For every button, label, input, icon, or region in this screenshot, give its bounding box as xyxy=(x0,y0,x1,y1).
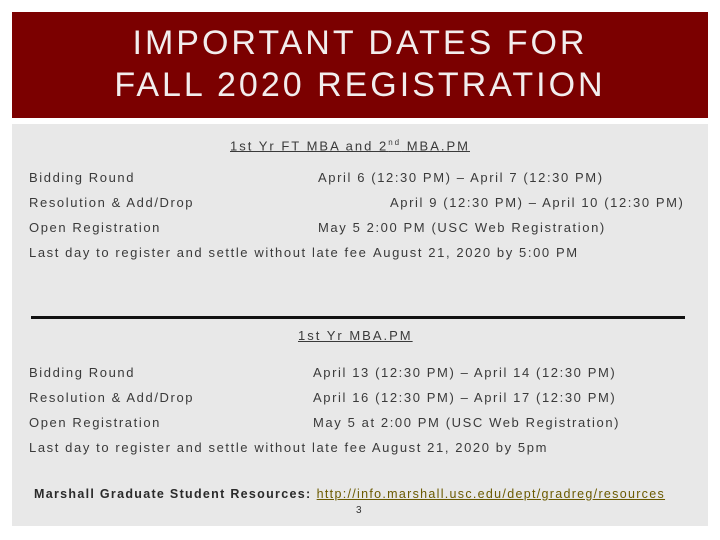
section2-heading: 1st Yr MBA.PM xyxy=(298,328,413,343)
s1-value-resolution: April 9 (12:30 PM) – April 10 (12:30 PM) xyxy=(390,195,685,210)
s2-label-bidding: Bidding Round xyxy=(29,365,136,380)
section1-heading xyxy=(230,138,470,153)
section1-heading-text-2: MBA.PM xyxy=(401,138,470,154)
resources-link[interactable]: http://info.marshall.usc.edu/dept/gradreg/resources xyxy=(316,487,666,501)
s1-label-resolution: Resolution & Add/Drop xyxy=(29,195,195,210)
s2-label-open: Open Registration xyxy=(29,415,161,430)
s1-value-bidding: April 6 (12:30 PM) – April 7 (12:30 PM) xyxy=(318,170,604,185)
s1-last-day-value: August 21, 2020 by 5:00 PM xyxy=(373,245,579,260)
s2-value-resolution: April 16 (12:30 PM) – April 17 (12:30 PM) xyxy=(313,390,617,405)
section1-heading-sup: nd xyxy=(388,138,402,147)
s2-value-open: May 5 at 2:00 PM (USC Web Registration) xyxy=(313,415,621,430)
title-line-2: FALL 2020 REGISTRATION xyxy=(114,66,606,104)
section1-heading-text: 1st Yr FT MBA and 2 xyxy=(230,138,389,154)
section-divider xyxy=(31,316,685,319)
s1-label-bidding: Bidding Round xyxy=(29,170,136,185)
s2-value-bidding: April 13 (12:30 PM) – April 14 (12:30 PM) xyxy=(313,365,617,380)
slide-title xyxy=(12,22,708,106)
s2-last-day: Last day to register and settle without late fee August 21, 2020 by 5pm xyxy=(29,440,549,455)
title-line-1: IMPORTANT DATES FOR xyxy=(132,24,588,62)
s2-label-resolution: Resolution & Add/Drop xyxy=(29,390,195,405)
footer-label: Marshall Graduate Student Resources: xyxy=(34,487,312,501)
s1-label-open: Open Registration xyxy=(29,220,161,235)
s1-value-open: May 5 2:00 PM (USC Web Registration) xyxy=(318,220,606,235)
page-number: 3 xyxy=(356,505,362,516)
footer-line xyxy=(34,486,665,501)
s1-last-day-label: Last day to register and settle without late fee xyxy=(29,245,368,260)
